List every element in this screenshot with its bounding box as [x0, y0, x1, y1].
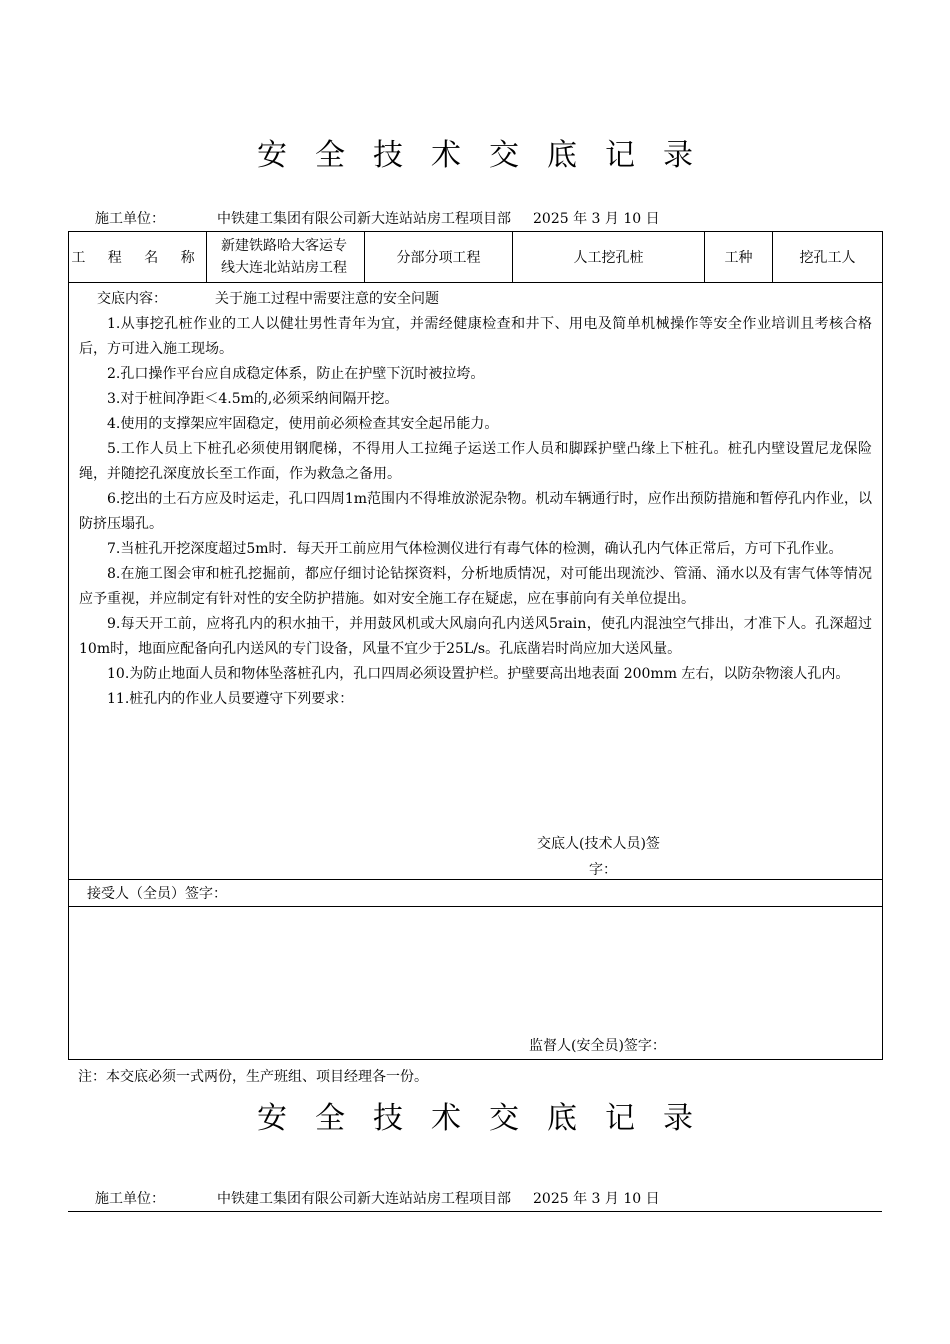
technician-signature	[537, 831, 660, 883]
sub-project-label: 分部分项工程	[365, 232, 513, 283]
technician-signature-line1: 交底人(技术人员)签	[537, 836, 660, 852]
project-name-value: 新建铁路哈大客运专 线大连北站站房工程	[207, 232, 365, 283]
receiver-signature-area	[69, 907, 883, 1060]
content-row	[69, 283, 883, 880]
record-date: 2025 年 3 月 10 日	[533, 211, 660, 227]
briefing-item-2: 2.孔口操作平台应自成稳定体系，防止在护壁下沉时被拉垮。	[107, 366, 485, 382]
construction-unit-line	[95, 208, 660, 228]
construction-unit-value-2: 中铁建工集团有限公司新大连站站房工程项目部	[217, 1191, 511, 1207]
content-subject: 关于施工过程中需要注意的安全问题	[215, 291, 439, 307]
briefing-item-5: 5.工作人员上下桩孔必须使用钢爬梯，不得用人工拉绳子运送工作人员和脚踩护壁凸缘上下桩孔。桩孔内壁设置尼龙保险绳，并随挖孔深度放长至工作面，作为救急之备用。	[79, 441, 872, 482]
briefing-content	[69, 283, 882, 712]
receiver-label: 接受人（全员）签字：	[87, 886, 227, 902]
construction-unit-line-2	[95, 1188, 660, 1208]
construction-unit-value: 中铁建工集团有限公司新大连站站房工程项目部	[217, 211, 511, 227]
receiver-signature-row	[69, 907, 883, 1060]
receiver-row	[69, 880, 883, 907]
briefing-item-4: 4.使用的支撑架应牢固稳定，使用前必须检查其安全起吊能力。	[107, 416, 499, 432]
briefing-item-8: 8.在施工图会审和桩孔挖掘前，都应仔细讨论钻探资料，分析地质情况，对可能出现流沙、管涌、涌水以及有害气体等情况应予重视，并应制定有针对性的安全防护措施。如对安全施工存在疑虑，应在事前向有关单位提出。	[79, 566, 872, 607]
trade-value: 挖孔工人	[773, 232, 883, 283]
table-top-rule	[68, 1211, 882, 1212]
content-label: 交底内容：	[97, 291, 167, 307]
construction-unit-label-2: 施工单位：	[95, 1191, 165, 1207]
construction-unit-label: 施工单位：	[95, 211, 165, 227]
trade-label: 工种	[705, 232, 773, 283]
briefing-item-7: 7.当桩孔开挖深度超过5m时．每天开工前应用气体检测仪进行有毒气体的检测，确认孔内气体正常后，方可下孔作业。	[107, 541, 843, 557]
header-row	[69, 232, 883, 283]
supervisor-signature: 监督人(安全员)签字：	[529, 1038, 666, 1054]
project-name-label: 工 程 名 称	[69, 232, 207, 283]
receiver-heading	[69, 880, 883, 907]
briefing-item-1: 1.从事挖孔桩作业的工人以健壮男性青年为宜，并需经健康检查和井下、用电及简单机械操作等安全作业培训且考核合格后，方可进入施工现场。	[79, 316, 872, 357]
record-date-2: 2025 年 3 月 10 日	[533, 1191, 660, 1207]
page-title-2: 安全技术交底记录	[257, 1101, 721, 1136]
briefing-item-6: 6.挖出的土石方应及时运走，孔口四周1m范围内不得堆放淤泥杂物。机动车辆通行时，应作出预防措施和暂停孔内作业，以防挤压塌孔。	[79, 491, 872, 532]
safety-briefing-table	[68, 231, 883, 1060]
page-title: 安全技术交底记录	[257, 138, 721, 173]
footnote: 注：本交底必须一式两份，生产班组、项目经理各一份。	[78, 1069, 428, 1085]
briefing-item-10: 10.为防止地面人员和物体坠落桩孔内，孔口四周必须设置护栏。护壁要高出地表面 200mm 左右，以防杂物滚人孔内。	[107, 666, 850, 682]
briefing-item-11: 11.桩孔内的作业人员要遵守下列要求：	[107, 691, 354, 707]
sub-project-value: 人工挖孔桩	[513, 232, 705, 283]
content-cell	[69, 283, 883, 880]
briefing-item-9: 9.每天开工前，应将孔内的积水抽干，并用鼓风机或大风扇向孔内送风5rain，使孔内混浊空气排出，才准下人。孔深超过10m时，地面应配备向孔内送风的专门设备，风量不宜少于25L/s。孔底凿岩时尚应加大送风量。	[79, 616, 872, 657]
technician-signature-line2: 字：	[589, 862, 617, 878]
briefing-item-3: 3.对于桩间净距＜4.5m的,必须采纳间隔开挖。	[107, 391, 399, 407]
content-heading	[79, 287, 872, 312]
